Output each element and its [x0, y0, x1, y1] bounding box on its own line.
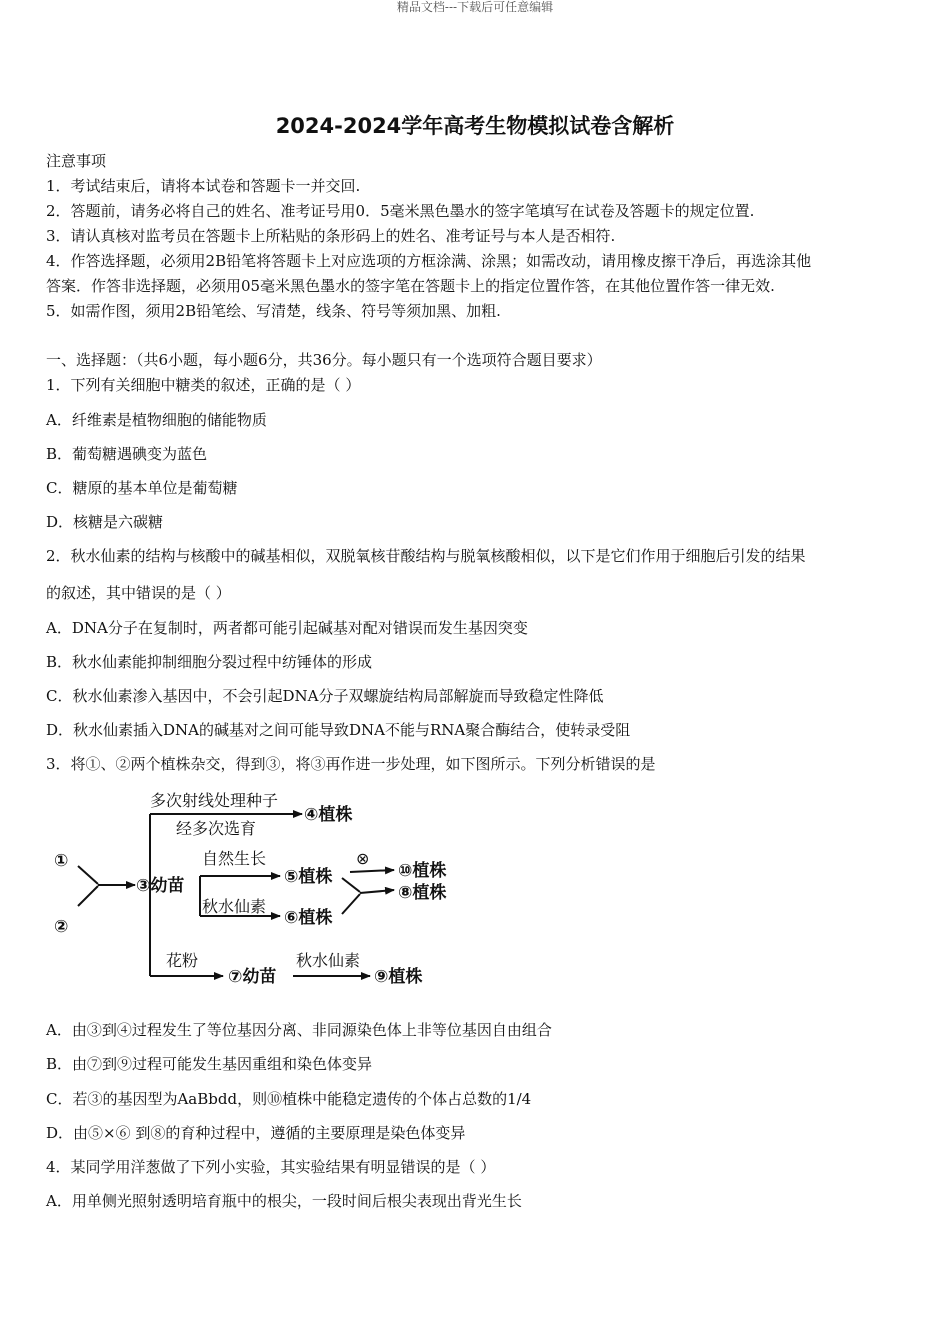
seedling-7: ⑦幼苗: [228, 967, 277, 987]
seedling-3: ③幼苗: [136, 876, 185, 896]
arrow-to-plant8: [360, 890, 394, 893]
section-heading: 一、选择题：（共6小题，每小题6分，共36分。每小题只有一个选项符合题目要求）: [46, 351, 602, 369]
q3-stem: 3．将①、②两个植株杂交，得到③，将③再作进一步处理，如下图所示。下列分析错误的是: [46, 755, 656, 773]
parent1-line: [78, 866, 98, 884]
q2-option-a: A．DNA分子在复制时，两者都可能引起碱基对配对错误而发生基因突变: [46, 619, 528, 637]
notice-item: 3．请认真核对监考员在答题卡上所粘贴的条形码上的姓名、准考证号与本人是否相符.: [46, 227, 616, 245]
parent-2: ②: [54, 917, 69, 937]
label-natural-growth: 自然生长: [202, 849, 267, 868]
plant-5: ⑤植株: [284, 867, 333, 887]
self-cross-symbol: ⊗: [356, 849, 370, 868]
q1-option-b: B．葡萄糖遇碘变为蓝色: [46, 445, 208, 463]
label-colchicine: 秋水仙素: [202, 897, 267, 916]
parent2-line: [78, 886, 98, 906]
label-colchicine-2: 秋水仙素: [296, 951, 361, 970]
cross-line-5: [342, 878, 360, 892]
cross-line-6: [342, 894, 360, 914]
parent-1: ①: [54, 851, 69, 871]
q4-option-a: A．用单侧光照射透明培育瓶中的根尖，一段时间后根尖表现出背光生长: [46, 1192, 522, 1210]
q1-stem: 1．下列有关细胞中糖类的叙述，正确的是（ ）: [46, 376, 361, 394]
plant-10: ⑩植株: [398, 861, 447, 881]
notice-item: 1．考试结束后，请将本试卷和答题卡一并交回.: [46, 177, 361, 195]
q2-stem-line2: 的叙述，其中错误的是（ ）: [46, 584, 231, 602]
q3-option-b: B．由⑦到⑨过程可能发生基因重组和染色体变异: [46, 1055, 373, 1073]
page-title: 2024-2024学年高考生物模拟试卷含解析: [275, 114, 675, 138]
notice-item: 4．作答选择题，必须用2B铅笔将答题卡上对应选项的方框涂满、涂黑；如需改动，请用橡皮擦干净后，再选涂其他: [46, 252, 812, 270]
plant-4: ④植株: [304, 805, 353, 825]
label-selection: 经多次选育: [176, 819, 257, 838]
page-header: 精品文档---下载后可任意编辑: [396, 0, 554, 14]
notice-item: 5．如需作图，须用2B铅笔绘、写清楚，线条、符号等须加黑、加粗.: [46, 302, 501, 320]
q1-option-a: A．纤维素是植物细胞的储能物质: [46, 411, 267, 429]
q4-stem: 4．某同学用洋葱做了下列小实验，其实验结果有明显错误的是（ ）: [46, 1158, 496, 1176]
q3-option-c: C．若③的基因型为AaBbdd，则⑩植株中能稳定遗传的个体占总数的1/4: [46, 1090, 532, 1108]
label-radiation: 多次射线处理种子: [150, 791, 279, 810]
arrow-to-plant10: [350, 870, 394, 872]
q2-stem-line1: 2．秋水仙素的结构与核酸中的碱基相似，双脱氧核苷酸结构与脱氧核酸相似，以下是它们作用于细胞后引发的结果: [46, 547, 806, 565]
notice-heading: 注意事项: [46, 152, 107, 170]
q2-option-d: D．秋水仙素插入DNA的碱基对之间可能导致DNA不能与RNA聚合酶结合，使转录受阻: [46, 721, 631, 739]
notice-item: 2．答题前，请务必将自己的姓名、准考证号用0．5毫米黑色墨水的签字笔填写在试卷及答题卡的规定位置.: [46, 202, 755, 220]
breeding-diagram: [40, 786, 480, 998]
label-pollen: 花粉: [166, 951, 199, 970]
q2-option-b: B．秋水仙素能抑制细胞分裂过程中纺锤体的形成: [46, 653, 373, 671]
plant-8: ⑧植株: [398, 883, 447, 903]
q2-option-c: C．秋水仙素渗入基因中，不会引起DNA分子双螺旋结构局部解旋而导致稳定性降低: [46, 687, 604, 705]
q1-option-d: D．核糖是六碳糖: [46, 513, 164, 531]
plant-6: ⑥植株: [284, 908, 333, 928]
q3-option-d: D．由⑤×⑥ 到⑧的育种过程中，遵循的主要原理是染色体变异: [46, 1124, 466, 1142]
q3-option-a: A．由③到④过程发生了等位基因分离、非同源染色体上非等位基因自由组合: [46, 1021, 552, 1039]
notice-item: 答案．作答非选择题，必须用05毫米黑色墨水的签字笔在答题卡上的指定位置作答，在其他位置作答一律无效.: [46, 277, 775, 295]
q1-option-c: C．糖原的基本单位是葡萄糖: [46, 479, 238, 497]
plant-9: ⑨植株: [374, 967, 423, 987]
